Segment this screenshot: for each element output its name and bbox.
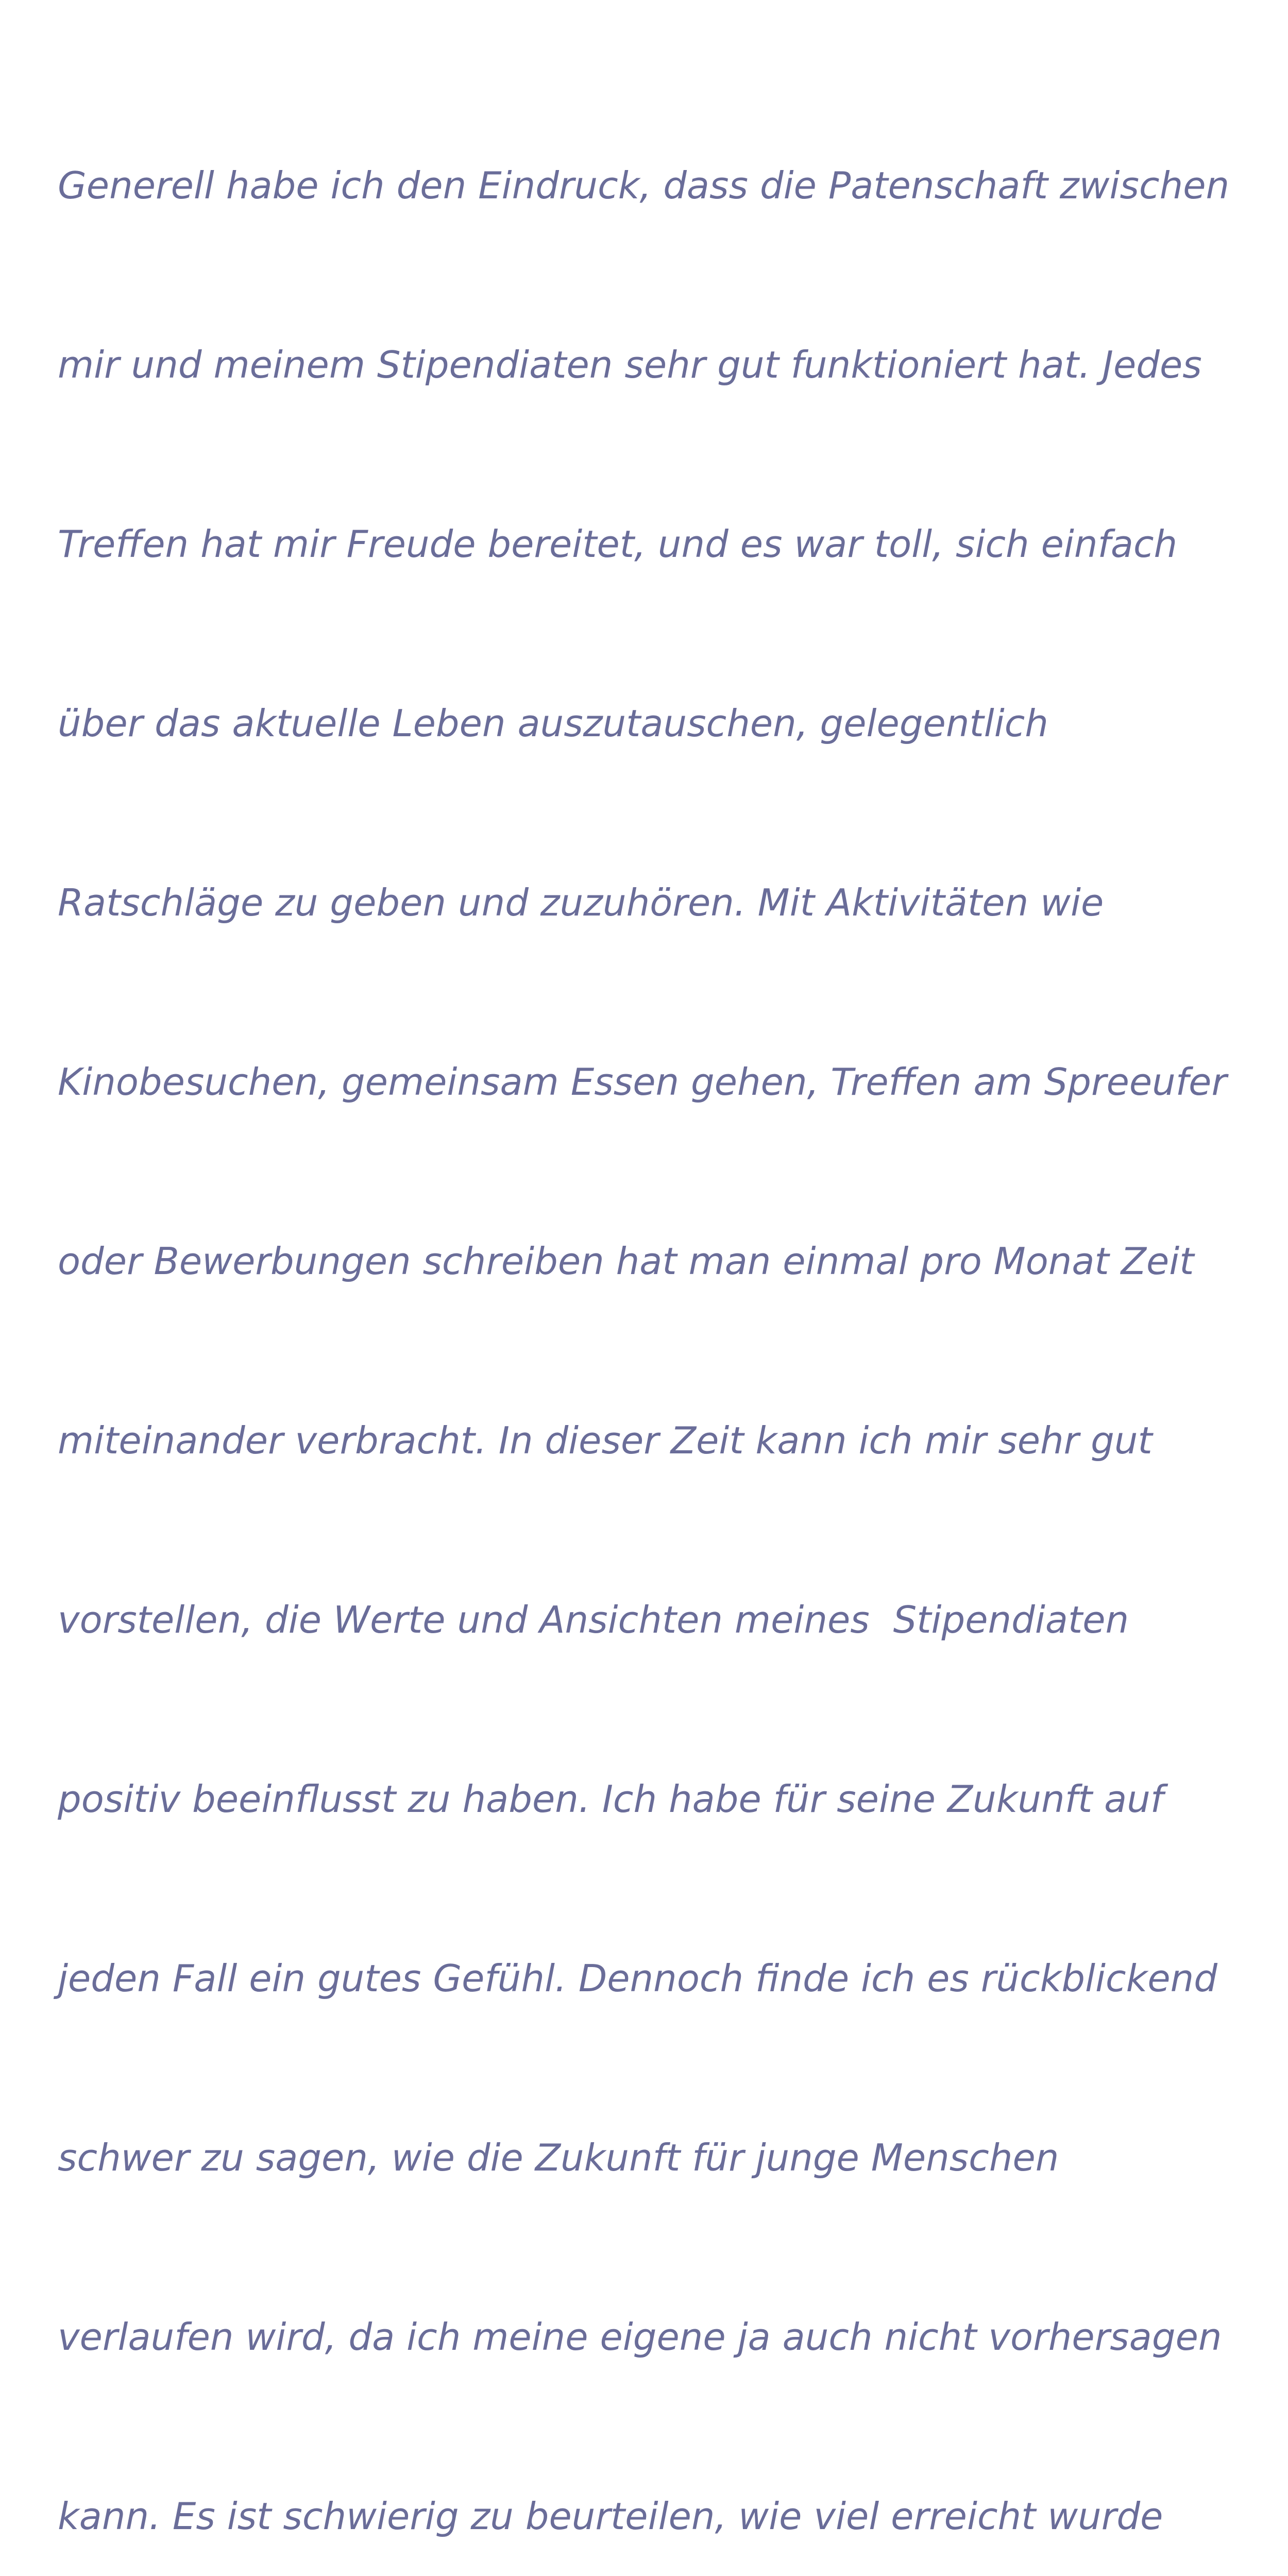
paragraph-line: über das aktuelle Leben auszutauschen, gelegentlich — [58, 702, 1048, 745]
paragraph-line: mir und meinem Stipendiaten sehr gut funktioniert hat. Jedes — [58, 343, 1202, 386]
paragraph-line: Treffen hat mir Freude bereitet, und es war toll, sich einfach — [58, 522, 1178, 566]
paragraph-line: miteinander verbracht. In dieser Zeit kann ich mir sehr gut — [58, 1419, 1153, 1462]
paragraph-line: oder Bewerbungen schreiben hat man einmal pro Monat Zeit — [58, 1240, 1194, 1283]
paragraph-line: verlaufen wird, da ich meine eigene ja auch nicht vorhersagen — [58, 2315, 1222, 2359]
paragraph-line: Generell habe ich den Eindruck, dass die Patenschaft zwischen — [58, 164, 1230, 207]
testimonial-paragraph — [58, 36, 1274, 2576]
paragraph-line: jeden Fall ein gutes Gefühl. Dennoch finde ich es rückblickend — [58, 1957, 1217, 2000]
paragraph-line: Ratschläge zu geben und zuzuhören. Mit Aktivitäten wie — [58, 881, 1104, 924]
paragraph-line: kann. Es ist schwierig zu beurteilen, wie viel erreicht wurde — [58, 2495, 1163, 2538]
paragraph-line: positiv beeinflusst zu haben. Ich habe für seine Zukunft auf — [58, 1777, 1164, 1821]
paragraph-line: Kinobesuchen, gemeinsam Essen gehen, Treffen am Spreeufer — [58, 1060, 1227, 1104]
paragraph-line: schwer zu sagen, wie die Zukunft für junge Menschen — [58, 2136, 1059, 2179]
paragraph-line: vorstellen, die Werte und Ansichten meines Stipendiaten — [58, 1598, 1129, 1641]
